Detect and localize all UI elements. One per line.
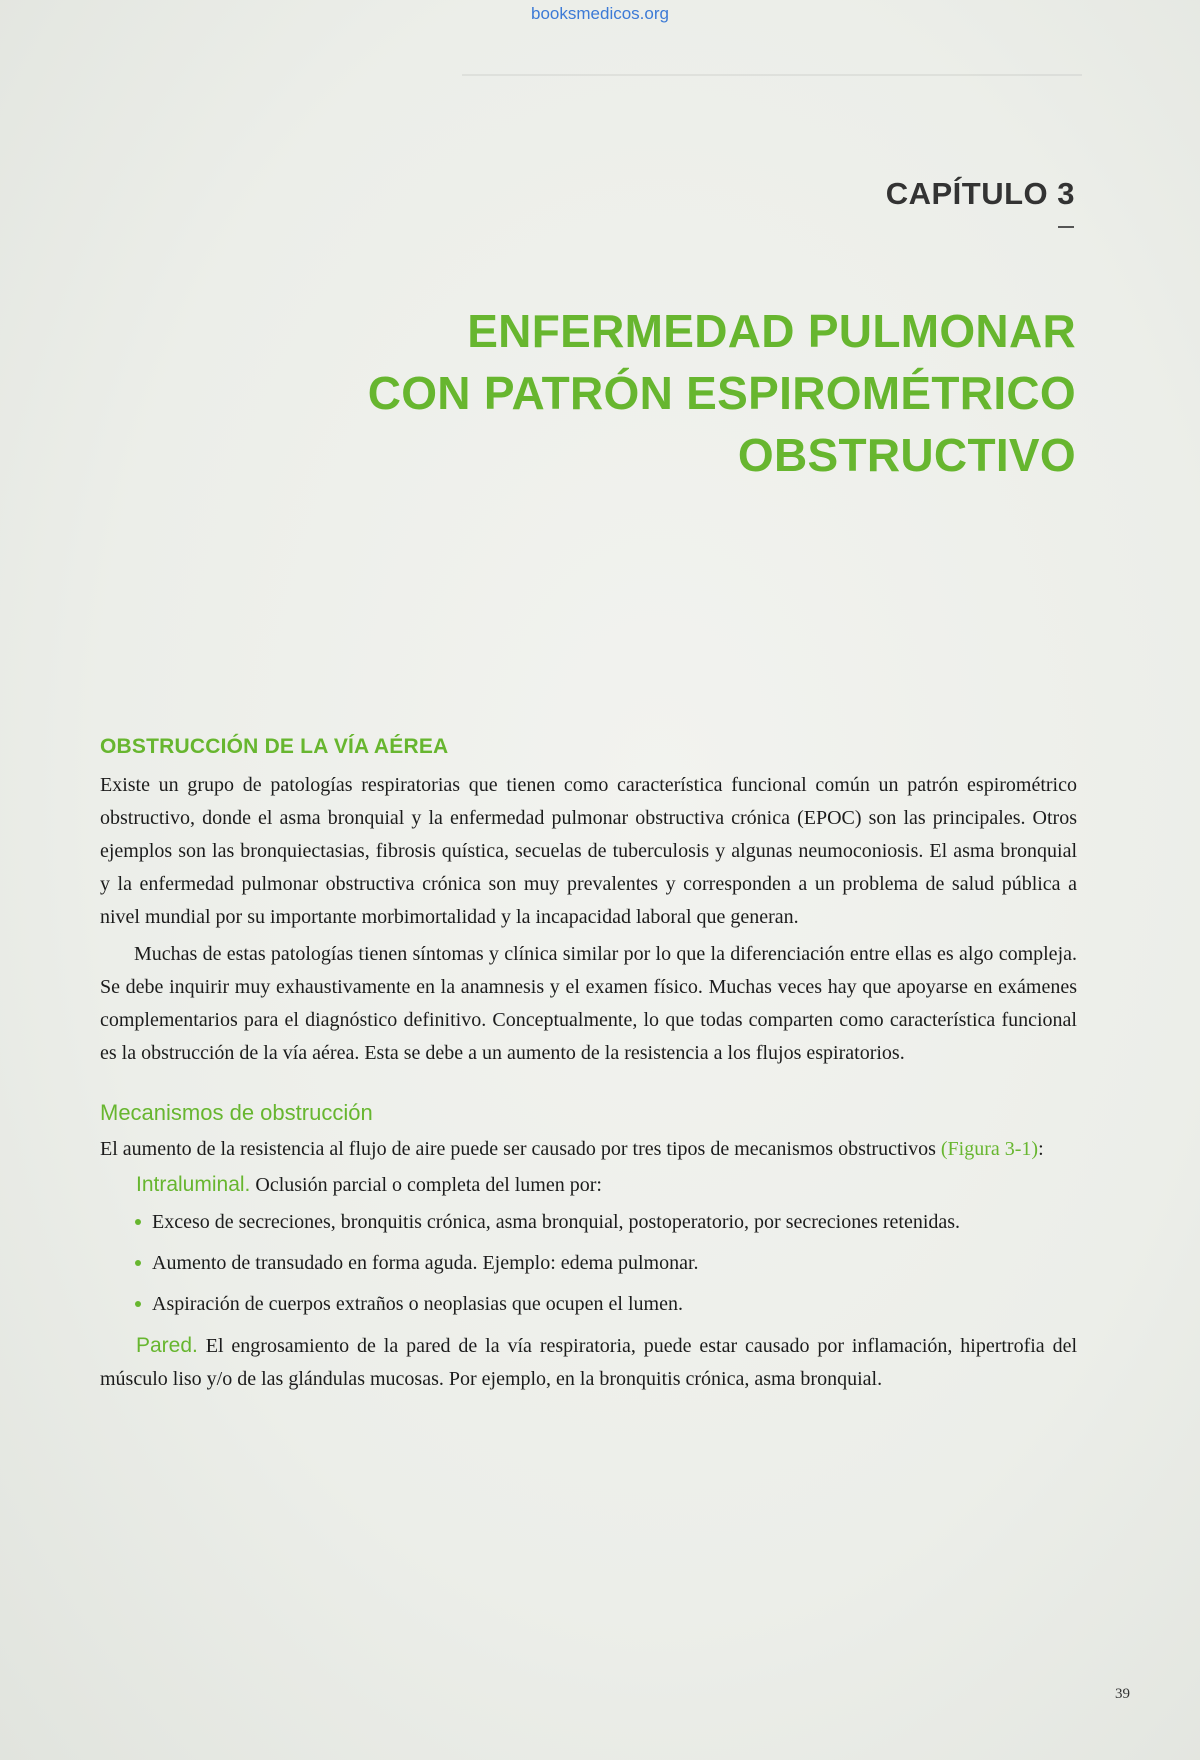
figure-reference[interactable]: (Figura 3-1) (940, 1138, 1039, 1160)
mechanism-intraluminal (136, 1168, 1077, 1202)
mechanism-title: Intraluminal. (136, 1173, 251, 1196)
chapter-title-line: ENFERMEDAD PULMONAR (467, 305, 1076, 357)
site-link[interactable]: booksmedicos.org (531, 4, 669, 23)
mechanisms-intro (100, 1133, 1077, 1166)
mechanism-text: El engrosamiento de la pared de la vía respiratoria, puede estar causado por inflamación, hipertrofia del músculo liso y/o de las glándulas mucosas. Por ejemplo, en la bronquitis crónica, asma bronquial. (100, 1335, 1077, 1390)
mechanism-title: Pared. (136, 1334, 198, 1357)
bullet-list (100, 1206, 1077, 1321)
mechanism-pared (100, 1329, 1077, 1396)
list-item: Exceso de secreciones, bronquitis crónica, asma bronquial, postoperatorio, por secreciones retenidas. (152, 1206, 1077, 1239)
chapter-title (368, 300, 1076, 486)
list-item: Aspiración de cuerpos extraños o neoplasias que ocupen el lumen. (152, 1288, 1077, 1321)
show-through-header-rule (462, 74, 1082, 76)
list-item: Aumento de transudado en forma aguda. Ejemplo: edema pulmonar. (152, 1247, 1077, 1280)
intro-colon: : (1038, 1138, 1044, 1160)
chapter-label: CAPÍTULO 3 (885, 176, 1075, 211)
intro-text: El aumento de la resistencia al flujo de aire puede ser causado por tres tipos de mecanismos obstructivos (100, 1138, 936, 1160)
chapter-title-line: CON PATRÓN ESPIROMÉTRICO (367, 367, 1076, 419)
chapter-underline (1058, 226, 1074, 228)
subsection-heading: Mecanismos de obstrucción (100, 1100, 373, 1125)
mechanism-text: Oclusión parcial o completa del lumen por: (255, 1174, 602, 1196)
section-heading: OBSTRUCCIÓN DE LA VÍA AÉREA (100, 735, 449, 758)
main-content (100, 730, 1077, 1396)
paragraph: Existe un grupo de patologías respiratorias que tienen como característica funcional común un patrón espirométrico obstructivo, donde el asma bronquial y la enfermedad pulmonar obstructiva crónica (EPOC) son las principales. Otros ejemplos son las bronquiectasias, fibrosis quística, secuelas de tuberculosis y algunas neumoconiosis. El asma bronquial y la enfermedad pulmonar obstructiva crónica son muy prevalentes y corresponden a un problema de salud pública a nivel mundial por su importante morbimortalidad y la incapacidad laboral que generan. (100, 774, 1077, 928)
paragraph: Muchas de estas patologías tienen síntomas y clínica similar por lo que la diferenciación entre ellas es algo compleja. Se debe inquirir muy exhaustivamente en la anamnesis y el examen físico. Muchas veces hay que apoyarse en exámenes complementarios para el diagnóstico definitivo. Conceptualmente, lo que todas comparten como característica funcional es la obstrucción de la vía aérea. Esta se debe a un aumento de la resistencia a los flujos espiratorios. (100, 943, 1077, 1064)
page-number: 39 (1115, 1686, 1130, 1702)
chapter-title-line: OBSTRUCTIVO (737, 429, 1076, 481)
